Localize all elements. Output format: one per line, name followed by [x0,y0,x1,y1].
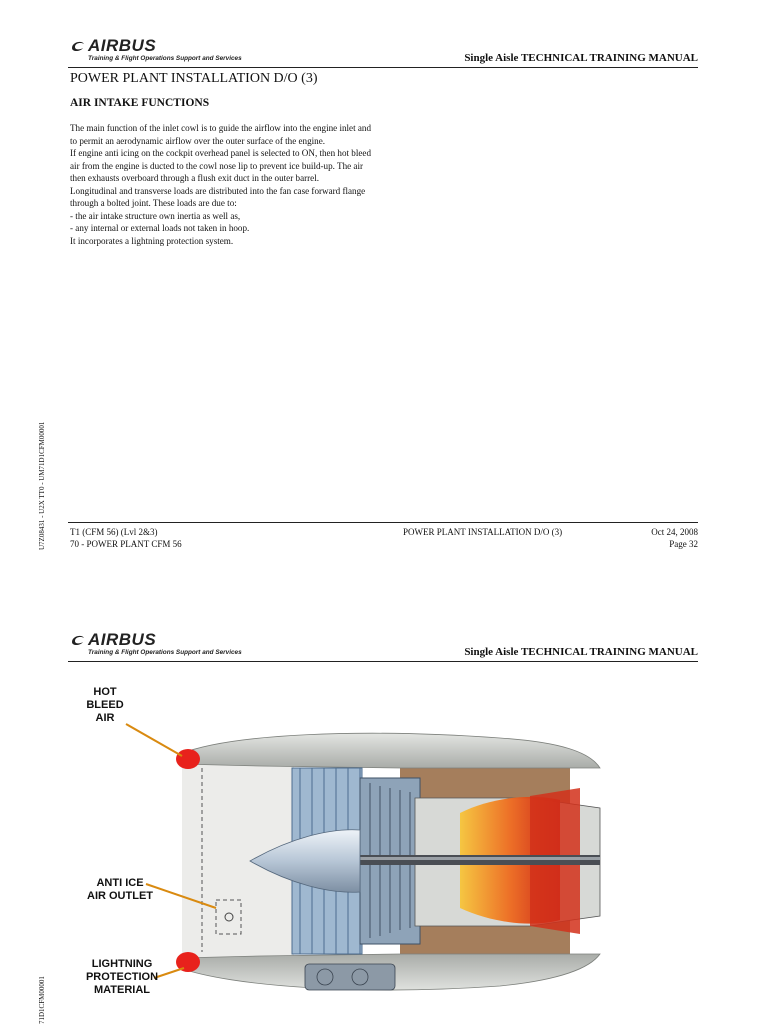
callout-line-3: MATERIAL [93,984,150,996]
footer-date: Oct 24, 2008 [651,527,698,537]
callout-line-2: PROTECTION [85,971,159,983]
paragraph: If engine anti icing on the cockpit overhead panel is selected to ON, then hot bleed air from the engine is ducted to the cowl nose lip to prevent ice build-up. The air then exhausts overboard through a flush exit duct in the outer barrel. [70,148,372,183]
callout-line-3: AIR [95,712,115,724]
airbus-brand: AIRBUS [88,36,157,55]
callout-line-1: HOT [93,686,117,698]
accessory-gearbox [305,964,395,990]
airbus-logo-page2 [70,631,242,657]
section-title: AIR INTAKE FUNCTIONS [70,97,210,109]
manual-title: Single Aisle TECHNICAL TRAINING MANUAL [464,52,698,64]
upper-lip-hot [176,749,200,769]
manual-title-page2: Single Aisle TECHNICAL TRAINING MANUAL [464,646,698,658]
callout-anti-ice-air-outlet [74,877,166,903]
doc-title: POWER PLANT INSTALLATION D/O (3) [70,71,318,86]
upper-cowl [180,733,600,768]
footer-chapter: 70 - POWER PLANT CFM 56 [70,539,182,549]
footer-course: T1 (CFM 56) (Lvl 2&3) [70,527,158,537]
paragraph: Longitudinal and transverse loads are distributed into the fan case forward flange through a bolted joint. These loads are due to: [70,185,366,208]
footer-center: POWER PLANT INSTALLATION D/O (3) [403,527,563,537]
paragraph: The main function of the inlet cowl is to guide the airflow into the engine inlet and to permit an aerodynamic airflow over the outer surface of the engine. [70,123,372,146]
side-document-code: U7Z08431 - U2X TT0 - UM71D1CFM00001 [38,421,46,550]
footer-rule [68,522,698,523]
footer-page: Page 32 [669,539,698,549]
footer-right [651,526,698,550]
body-text [70,122,380,247]
footer-left [70,526,182,550]
header-rule [68,67,698,68]
paragraph: - any internal or external loads not taken in hoop. [70,223,250,233]
callout-line-2: BLEED [86,699,124,711]
airbus-swirl-icon [70,633,86,647]
logo-tagline: Training & Flight Operations Support and Services [88,649,242,656]
paragraph: - the air intake structure own inertia as well as, [70,210,241,221]
callout-line-2: AIR OUTLET [87,890,153,902]
callout-hot-bleed-air [80,686,130,725]
callout-lightning-protection-material [74,958,170,997]
callout-line-1: LIGHTNING [91,958,153,970]
logo-tagline: Training & Flight Operations Support and Services [88,55,242,62]
paragraph: It incorporates a lightning protection system. [70,235,234,246]
callout-line-hot-bleed [126,724,182,756]
callout-line-1: ANTI ICE [96,877,144,889]
airbus-swirl-icon [70,39,86,53]
header-rule-page2 [68,661,698,662]
side-document-code-page2: 71D1CFM00001 [38,976,46,1024]
airbus-brand: AIRBUS [88,630,157,649]
airbus-logo [70,37,242,63]
